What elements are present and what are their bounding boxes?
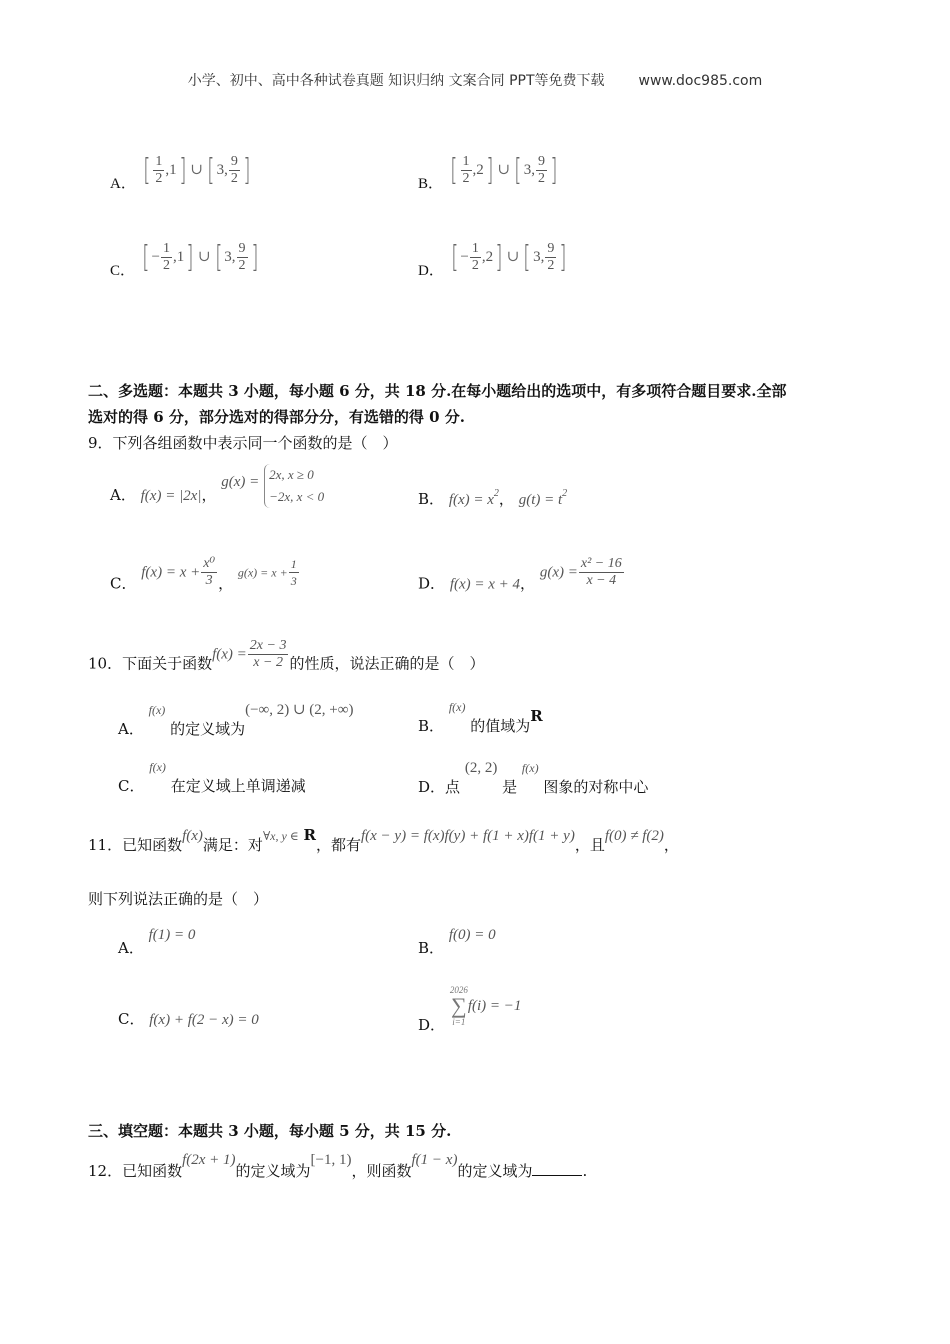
math-text: 2	[471, 258, 479, 273]
math-text: [	[450, 240, 458, 275]
math-text: x⁰	[203, 556, 216, 571]
math-text: x − 2	[253, 655, 283, 670]
math-text: f(x)	[448, 700, 466, 714]
q11-stem	[88, 826, 679, 855]
math-text: 3	[523, 161, 532, 178]
math-text: ∀x, y ∈	[262, 829, 299, 843]
math-text: .	[582, 1162, 588, 1180]
math-text: D．	[418, 574, 446, 593]
math-text: 的性质，说法正确的是（ ）	[289, 654, 485, 673]
math-text: B．	[418, 717, 445, 735]
math-text: i=1	[452, 1017, 466, 1027]
header-text: 小学、初中、高中各种试卷真题 知识归纳 文案合同 PPT等免费下载	[187, 73, 605, 89]
option-label: C．	[110, 262, 136, 279]
math-text: C．	[110, 574, 137, 593]
page-header	[0, 70, 950, 90]
header-url[interactable]: www.doc985.com	[638, 73, 763, 89]
math-text: f(x) + f(2 − x) = 0	[149, 1012, 259, 1028]
fraction	[237, 241, 248, 274]
math-text: ，都有	[315, 836, 361, 854]
math-text: 2	[493, 488, 499, 499]
fraction	[545, 241, 556, 274]
q9-stem: 9．下列各组函数中表示同一个函数的是（ ）	[88, 434, 398, 452]
math-text: f(2x + 1)	[182, 1152, 236, 1168]
math-text: 2x − 3	[249, 638, 287, 653]
math-text: f(x) =	[212, 646, 247, 663]
math-text: 满足：对	[202, 836, 263, 854]
math-text: 2	[462, 171, 470, 186]
math-text: 2	[230, 171, 238, 186]
q9-option-d[interactable]	[418, 556, 625, 594]
math-text: 点	[445, 778, 461, 796]
math-text: 2	[476, 161, 484, 178]
math-text: 3	[533, 248, 541, 265]
math-text: [	[207, 153, 215, 188]
math-text: R	[530, 707, 543, 725]
math-text: ]	[250, 240, 258, 275]
math-text: f(1) = 0	[148, 927, 196, 943]
math-text: 的定义域为	[170, 720, 246, 738]
math-text: −2x, x < 0	[269, 489, 325, 504]
math-text: 1	[155, 154, 163, 169]
math-text: g(x) =	[221, 474, 260, 490]
q11-option-a[interactable]	[118, 925, 195, 958]
fraction	[289, 556, 299, 589]
math-text: g(x) =	[539, 564, 578, 581]
math-text: 2	[162, 258, 170, 273]
fraction	[536, 154, 547, 187]
math-text: (2, 2)	[464, 760, 498, 776]
math-text: 3	[290, 574, 297, 588]
q8-option-b[interactable]	[418, 153, 560, 193]
q11-option-d[interactable]	[418, 985, 521, 1035]
math-text: 1	[169, 161, 177, 178]
math-text: [	[523, 240, 531, 275]
math-text: ，	[218, 574, 234, 593]
math-text: ]	[178, 153, 186, 188]
math-text: 是	[502, 778, 518, 796]
math-text: 9	[230, 154, 238, 169]
math-text: f(x) = x +	[141, 564, 201, 581]
math-text: ，	[663, 836, 679, 854]
math-text: 图象的对称中心	[543, 778, 649, 796]
math-text: 的定义域为	[235, 1162, 311, 1180]
math-text: 的定义域为	[457, 1162, 533, 1180]
fraction	[248, 638, 289, 671]
math-text: f(1 − x)	[411, 1152, 458, 1168]
option-label: D．	[418, 262, 444, 279]
math-text: ，	[498, 490, 514, 508]
summation-icon	[450, 985, 468, 1027]
q10-stem	[88, 638, 484, 674]
q9-option-b[interactable]	[418, 488, 567, 509]
math-text: 1	[462, 154, 470, 169]
fraction	[161, 241, 172, 274]
q9-option-a[interactable]	[110, 464, 324, 508]
fraction	[201, 556, 217, 589]
q10-option-b[interactable]	[418, 700, 543, 736]
math-text: ]	[186, 240, 194, 275]
math-text: f(x)	[521, 761, 539, 775]
math-text: f(x − y) = f(x)f(y) + f(1 + x)f(1 + y)	[360, 828, 575, 844]
math-text: f(x) = |2x|	[140, 488, 202, 504]
math-text: 1	[471, 241, 479, 256]
section2-line1: 二、多选题：本题共 3 小题，每小题 6 分，共 18 分.在每小题给出的选项中，有多项符合题目要求.全部	[88, 382, 787, 400]
math-text: D．	[418, 778, 446, 796]
q8-option-a[interactable]	[110, 153, 253, 193]
math-text: 2026	[449, 985, 468, 995]
math-text: x − 4	[586, 573, 617, 588]
math-text: [	[450, 153, 458, 188]
math-text: 2	[238, 258, 246, 273]
interval-math: [ − $\frac{1}{2}$ ,1] ∪ [ 3, $\frac{9}{2}$ ]	[142, 240, 258, 275]
math-text: B．	[418, 939, 445, 957]
math-text: D．	[418, 1016, 446, 1034]
math-text: g(t) = t	[518, 492, 563, 508]
interval-math: [ $\frac{1}{2}$ ,2] ∪ [ 3, $\frac{9}{2}$ ]	[450, 153, 558, 188]
fraction	[229, 154, 240, 187]
math-text: 2	[485, 248, 494, 265]
math-text: −	[460, 248, 469, 265]
fraction	[153, 154, 164, 187]
math-text: A．	[118, 720, 144, 738]
q8-option-d[interactable]	[418, 240, 569, 280]
math-text: g(x) = x +	[237, 565, 288, 580]
math-text: 在定义域上单调递减	[170, 777, 306, 795]
math-text: [	[214, 240, 222, 275]
math-text: ]	[486, 153, 494, 188]
q10-option-d[interactable]	[418, 760, 648, 797]
section2-line2: 选对的得 6 分，部分选对的得部分分，有选错的得 0 分.	[88, 408, 465, 426]
math-text: ∑	[450, 993, 467, 1018]
math-text: ，	[201, 486, 217, 504]
math-text: 10．下面关于函数	[88, 654, 213, 673]
math-text: [	[142, 240, 150, 275]
math-text: ]	[550, 153, 558, 188]
math-text: 2	[155, 171, 163, 186]
math-text: [−1, 1)	[310, 1152, 352, 1168]
interval-math: [ $\frac{1}{2}$ ,1] ∪ [ 3, $\frac{9}{2}$ ]	[142, 153, 251, 188]
math-text: A．	[118, 939, 144, 957]
q9-option-c[interactable]	[110, 556, 300, 594]
q10-option-c[interactable]	[118, 760, 306, 796]
math-text: R	[303, 826, 316, 844]
math-text: ]	[495, 240, 503, 275]
q12-stem	[88, 1150, 587, 1181]
math-text: −	[151, 248, 160, 265]
q11-option-c[interactable]	[118, 1008, 259, 1029]
math-text: C．	[118, 1010, 145, 1028]
q11-option-b[interactable]	[418, 925, 496, 958]
math-text: (−∞, 2) ∪ (2, +∞)	[245, 702, 354, 718]
math-text: B．	[418, 490, 445, 508]
fraction	[470, 241, 481, 274]
math-text: A．	[110, 486, 136, 504]
math-text: f(0) = 0	[448, 927, 496, 943]
math-text: ∪	[190, 161, 203, 178]
math-text: ∪	[197, 248, 211, 265]
math-text: 1	[176, 248, 185, 265]
math-text: [	[514, 153, 522, 188]
math-text: 11．已知函数	[88, 836, 183, 854]
math-text: f(x) = x	[448, 492, 494, 508]
fraction	[579, 556, 624, 589]
math-text: 9	[238, 241, 246, 256]
math-text: ，且	[574, 836, 605, 854]
math-text: 3	[216, 161, 225, 178]
math-text: f(x)	[148, 703, 166, 717]
q10-option-a[interactable]	[118, 700, 353, 739]
math-text: ]	[243, 153, 251, 188]
math-text: f(x)	[182, 828, 203, 844]
math-text: 1	[290, 557, 297, 571]
fraction	[461, 154, 472, 187]
math-text: ∪	[497, 161, 511, 178]
math-text: 1	[162, 241, 170, 256]
math-text: f(i) = −1	[467, 998, 522, 1014]
math-text: 3	[224, 248, 232, 265]
math-text: ，则函数	[351, 1162, 412, 1180]
option-label: B．	[418, 175, 444, 192]
math-text: 的值域为	[470, 717, 531, 735]
math-text: 3	[205, 573, 213, 588]
math-text: 2	[562, 488, 568, 499]
math-text: f(x) = x + 4	[449, 576, 521, 593]
math-text: 12．已知函数	[88, 1162, 183, 1180]
math-text: ，	[520, 574, 536, 593]
math-text: C．	[118, 777, 145, 795]
math-text: f(x)	[149, 760, 166, 774]
q11-stem-line2: 则下列说法正确的是（ ）	[88, 890, 269, 908]
math-text: 2x, x ≥ 0	[269, 467, 314, 482]
section3-title: 三、填空题：本题共 3 小题，每小题 5 分，共 15 分.	[88, 1122, 452, 1140]
math-text: 9	[538, 154, 546, 169]
math-text: ]	[559, 240, 567, 275]
math-text: ∪	[506, 248, 520, 265]
option-label: A．	[110, 175, 136, 192]
answer-blank[interactable]	[532, 1161, 582, 1176]
math-text: 2	[538, 171, 546, 186]
math-text: 2	[547, 258, 555, 273]
math-text: 9	[547, 241, 555, 256]
q8-option-c[interactable]	[110, 240, 260, 280]
math-text: [	[142, 153, 150, 188]
math-text: f(0) ≠ f(2)	[604, 828, 664, 844]
math-text: x² − 16	[580, 556, 622, 571]
interval-math: [ − $\frac{1}{2}$ ,2] ∪ [ 3, $\frac{9}{2}$ ]	[450, 240, 567, 275]
math-text	[264, 464, 324, 508]
